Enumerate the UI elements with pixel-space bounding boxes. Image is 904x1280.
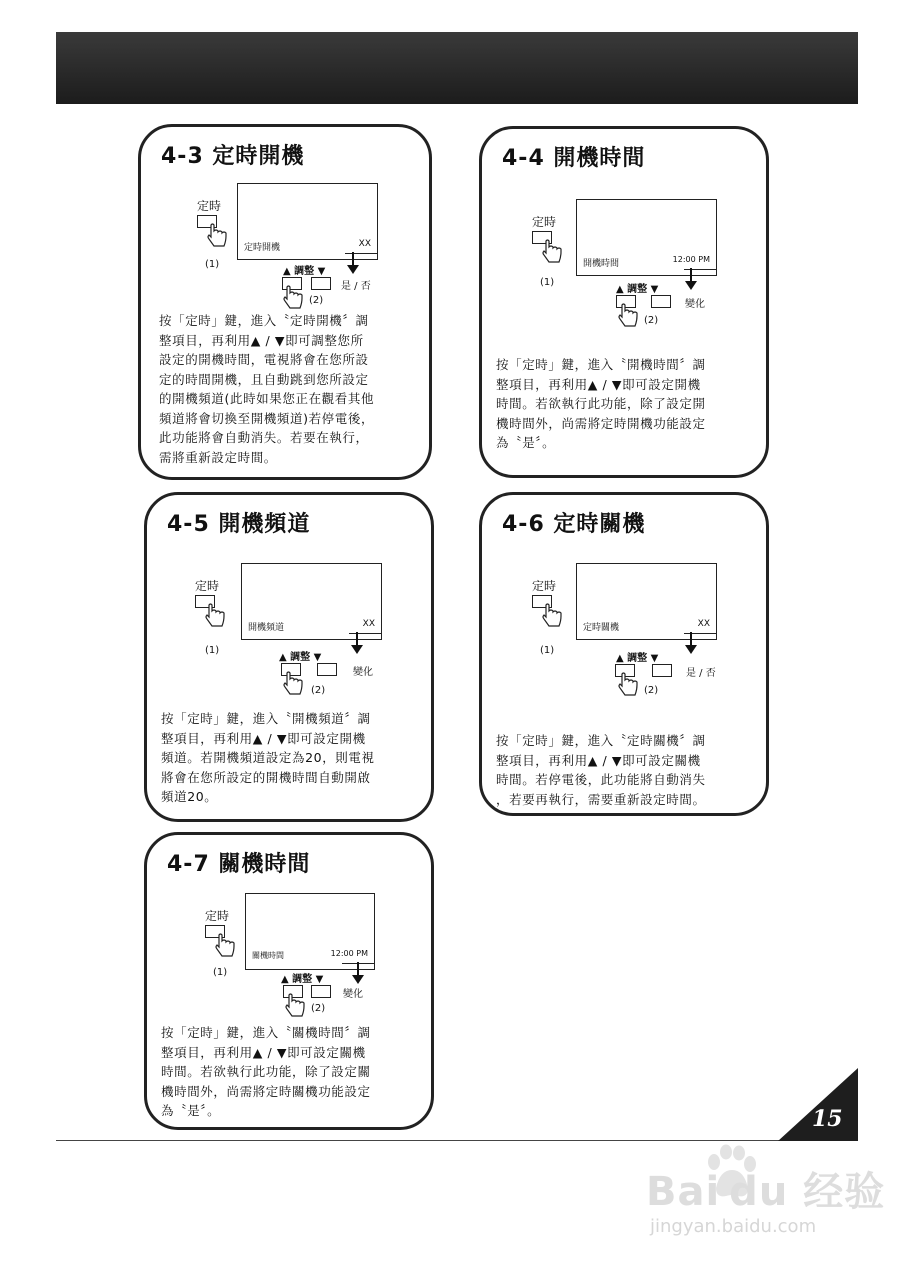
step-2-label: (2) — [311, 685, 326, 696]
panel-body-text: 按「定時」鍵，進入〝開機頻道〞調 整項目，再利用▲ / ▼即可設定開機 頻道。若開機頻道設定為20，則電視 將會在您所設定的開機時間自動開啟 頻道20。 — [161, 711, 375, 804]
press-hand-icon — [542, 603, 564, 629]
adjust-label: ▲ 調整 ▼ — [616, 284, 659, 295]
action-label: 變化 — [353, 667, 373, 678]
panel-body-text: 按「定時」鍵，進入〝關機時間〞調 整項目，再利用▲ / ▼即可設定關機 時間。若欲執行此功能，除了設定關 機時間外，尚需將定時關機功能設定 為〝是〞。 — [161, 1025, 371, 1118]
press-hand-icon — [205, 603, 227, 629]
timer-key-label: 定時 — [195, 579, 220, 593]
press-hand-icon — [285, 993, 307, 1019]
press-hand-icon — [283, 285, 305, 311]
timer-key-label: 定時 — [205, 909, 230, 923]
down-arrow-icon — [685, 632, 697, 654]
screen-menu-value: XX — [358, 239, 371, 249]
screen-menu-label: 定時開機 — [244, 243, 281, 253]
press-hand-icon — [618, 303, 640, 329]
timer-key-label: 定時 — [532, 215, 557, 229]
page-number: 15 — [812, 1106, 843, 1132]
action-label: 變化 — [685, 299, 705, 310]
tv-screen — [241, 563, 382, 640]
step-1-label: (1) — [540, 645, 555, 656]
press-hand-icon — [542, 239, 564, 265]
tv-screen — [576, 199, 717, 276]
step-2-label: (2) — [644, 685, 659, 696]
panel-body-text: 按「定時」鍵，進入〝定時開機〞調 整項目，再利用▲ / ▼即可調整您所 設定的開機時間，電視將會在您所設 定的時間開機，且自動跳到您所設定 的開機頻道(此時如果您正在觀看其他 頻道將會切換至開機頻道)若停電後， 此功能將會自動消失。若要在執行， 需將重新設定時間。 — [159, 313, 375, 465]
panel-4-5 — [144, 492, 434, 822]
action-label: 變化 — [343, 989, 363, 1000]
panel-title: 4-7 關機時間 — [167, 852, 311, 877]
select-button[interactable] — [652, 664, 672, 677]
panel-body-text: 按「定時」鍵，進入〝開機時間〞調 整項目，再利用▲ / ▼即可設定開機 時間。若欲執行此功能，除了設定開 機時間外，尚需將定時開機功能設定 為〝是〞。 — [496, 357, 706, 450]
step-1-label: (1) — [540, 277, 555, 288]
panel-title: 4-6 定時關機 — [502, 512, 646, 537]
select-button[interactable] — [317, 663, 337, 676]
press-hand-icon — [215, 933, 237, 959]
panel-body-text: 按「定時」鍵，進入〝定時關機〞調 整項目，再利用▲ / ▼即可設定關機 時間。若停電後，此功能將自動消失 ，若要再執行，需要重新設定時間。 — [496, 733, 706, 807]
adjust-label: ▲ 調整 ▼ — [281, 974, 324, 985]
step-1-label: (1) — [205, 645, 220, 656]
baidu-watermark-url: jingyan.baidu.com — [650, 1216, 817, 1237]
screen-menu-value: 12:00 PM — [672, 255, 710, 264]
tv-screen — [237, 183, 378, 260]
panel-4-6 — [479, 492, 769, 816]
down-arrow-icon — [685, 268, 697, 290]
panel-4-7 — [144, 832, 434, 1130]
screen-menu-value: 12:00 PM — [330, 949, 368, 958]
panel-title: 4-3 定時開機 — [161, 144, 305, 169]
baidu-watermark-logo: Bai du 经验 — [646, 1169, 886, 1215]
down-arrow-icon — [352, 962, 364, 984]
step-1-label: (1) — [205, 259, 220, 270]
down-arrow-icon — [347, 252, 359, 274]
press-hand-icon — [207, 223, 229, 249]
tv-screen — [245, 893, 375, 970]
press-hand-icon — [283, 671, 305, 697]
timer-key-label: 定時 — [532, 579, 557, 593]
down-arrow-icon — [351, 632, 363, 654]
panel-4-3 — [138, 124, 432, 480]
adjust-label: ▲ 調整 ▼ — [279, 652, 322, 663]
screen-menu-value: XX — [362, 619, 375, 629]
screen-menu-label: 開機時間 — [583, 259, 620, 269]
adjust-label: ▲ 調整 ▼ — [283, 266, 326, 277]
select-button[interactable] — [311, 985, 331, 998]
step-2-label: (2) — [311, 1003, 326, 1014]
screen-menu-label: 定時關機 — [583, 623, 620, 633]
step-1-label: (1) — [213, 967, 228, 978]
adjust-label: ▲ 調整 ▼ — [616, 653, 659, 664]
screen-menu-label: 開機頻道 — [248, 623, 285, 633]
press-hand-icon — [618, 672, 640, 698]
action-label: 是 / 否 — [341, 281, 371, 292]
panel-title: 4-4 開機時間 — [502, 146, 646, 171]
screen-menu-value: XX — [697, 619, 710, 629]
panel-4-4 — [479, 126, 769, 478]
footer-rule — [56, 1140, 858, 1141]
timer-key-label: 定時 — [197, 199, 222, 213]
select-button[interactable] — [651, 295, 671, 308]
screen-menu-label: 關機時間 — [252, 951, 284, 960]
header-bar — [56, 32, 858, 104]
tv-screen — [576, 563, 717, 640]
panel-title: 4-5 開機頻道 — [167, 512, 311, 537]
select-button[interactable] — [311, 277, 331, 290]
step-2-label: (2) — [309, 295, 324, 306]
step-2-label: (2) — [644, 315, 659, 326]
action-label: 是 / 否 — [686, 668, 716, 679]
